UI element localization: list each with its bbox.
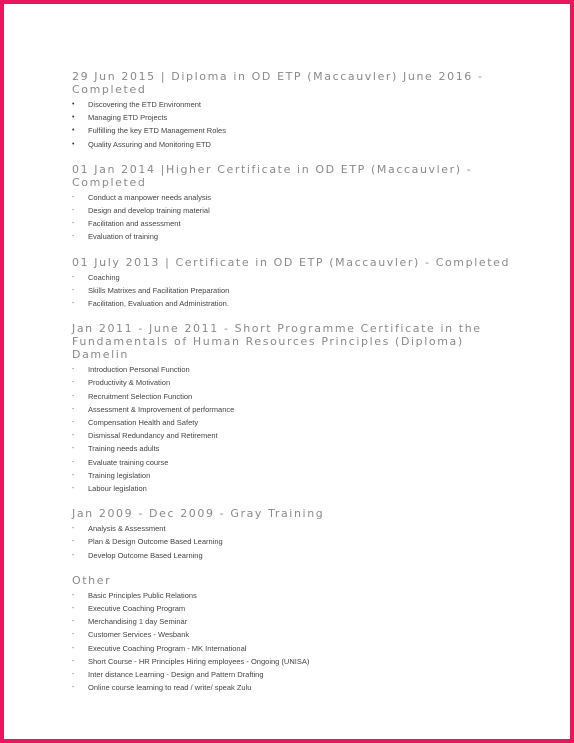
list-item-text: Training legislation: [88, 470, 151, 480]
list-item-text: Evaluate training course: [88, 457, 169, 467]
list-item-text: Short Course - HR Principles Hiring employees - Ongoing (UNISA): [88, 656, 310, 666]
bullet-marker: -: [72, 538, 75, 546]
bullet-marker: -: [72, 392, 75, 400]
section-list: [72, 363, 512, 495]
bullet-marker: -: [72, 471, 75, 479]
list-item-text: Inter distance Learning - Design and Pattern Drafting: [88, 670, 264, 680]
list-item-text: Conduct a manpower needs analysis: [88, 192, 211, 202]
section-list: [72, 589, 512, 695]
list-item-text: Facilitation and assessment: [88, 219, 181, 229]
list-item: [72, 204, 512, 217]
list-item-text: Online course learning to read / write/ speak Zulu: [88, 683, 252, 693]
list-item-text: Design and develop training material: [88, 206, 210, 216]
list-item: [72, 376, 512, 389]
list-item: [72, 469, 512, 482]
bullet-marker: -: [72, 273, 75, 281]
section-heading: 01 July 2013 | Certificate in OD ETP (Maccauvler) - Completed: [72, 255, 511, 269]
bullet-marker: -: [72, 525, 75, 533]
list-item-text: Quality Assuring and Monitoring ETD: [88, 139, 211, 149]
list-item: [72, 416, 512, 429]
list-item-text: Fulfilling the key ETD Management Roles: [88, 126, 226, 136]
list-item-text: Assessment & Improvement of performance: [88, 404, 235, 414]
bullet-marker: •: [72, 101, 75, 108]
list-item: [72, 230, 512, 243]
bullet-marker: •: [72, 114, 75, 122]
list-item: [72, 681, 512, 694]
section-3: [72, 322, 512, 495]
list-item-text: Recruitment Selection Function: [88, 391, 193, 401]
bullet-marker: -: [72, 605, 75, 613]
list-item-text: Introduction Personal Function: [88, 365, 190, 375]
section-heading: Other: [72, 573, 112, 587]
bullet-marker: -: [72, 405, 75, 413]
bullet-marker: -: [72, 551, 75, 559]
section-4: [72, 507, 512, 562]
bullet-marker: -: [72, 458, 75, 466]
bullet-marker: -: [72, 193, 75, 201]
list-item-text: Training needs adults: [88, 444, 160, 454]
list-item: [72, 138, 512, 151]
list-item: [72, 482, 512, 495]
bullet-marker: -: [72, 286, 75, 294]
list-item-text: Productivity & Motivation: [88, 378, 171, 388]
list-item: [72, 297, 512, 310]
bullet-marker: •: [72, 140, 75, 148]
bullet-marker: -: [72, 591, 75, 599]
list-item: [72, 615, 512, 628]
list-item-text: Dismissal Redundancy and Retirement: [88, 431, 218, 441]
list-item: [72, 655, 512, 668]
bullet-marker: -: [72, 233, 75, 241]
list-item-text: Labour legislation: [88, 484, 147, 494]
list-item-text: Executive Coaching Program - MK International: [88, 643, 247, 653]
section-list: [72, 271, 512, 311]
list-item-text: Merchandising 1 day Seminar: [88, 617, 188, 627]
list-item-text: Executive Coaching Program: [88, 604, 186, 614]
list-item: [72, 429, 512, 442]
list-item: [72, 456, 512, 469]
list-item-text: Develop Outcome Based Learning: [88, 550, 203, 560]
document-body: [72, 70, 512, 707]
bullet-marker: -: [72, 671, 75, 679]
section-list: [72, 522, 512, 562]
list-item: [72, 124, 512, 137]
bullet-marker: •: [72, 127, 75, 135]
list-item: [72, 628, 512, 641]
bullet-marker: -: [72, 432, 75, 440]
section-heading: 29 Jun 2015 | Diploma in OD ETP (Maccauvler) June 2016 - Completed: [72, 70, 489, 96]
list-item: [72, 111, 512, 124]
section-2: [72, 256, 512, 311]
list-item-text: Analysis & Assessment: [88, 524, 166, 534]
list-item: [72, 589, 512, 602]
bullet-marker: -: [72, 657, 75, 665]
bullet-marker: -: [72, 366, 75, 374]
section-0: [72, 70, 512, 151]
list-item-text: Evaluation of training: [88, 232, 159, 242]
list-item: [72, 442, 512, 455]
list-item: [72, 390, 512, 403]
list-item: [72, 271, 512, 284]
list-item: [72, 191, 512, 204]
bullet-marker: -: [72, 631, 75, 639]
section-heading: Jan 2011 - June 2011 - Short Programme Certificate in the Fundamentals of Human Resources Principles (Diploma) Damelin: [72, 322, 487, 362]
list-item: [72, 522, 512, 535]
list-item-text: Facilitation, Evaluation and Administration.: [88, 299, 229, 309]
bullet-marker: -: [72, 618, 75, 626]
bullet-marker: -: [72, 644, 75, 652]
list-item-text: Plan & Design Outcome Based Learning: [88, 537, 223, 547]
list-item-text: Customer Services - Wesbank: [88, 630, 190, 640]
list-item: [72, 217, 512, 230]
section-list: [72, 98, 512, 151]
list-item: [72, 549, 512, 562]
bullet-marker: -: [72, 445, 75, 453]
section-heading: 01 Jan 2014 |Higher Certificate in OD ETP (Maccauvler) - Completed: [72, 162, 478, 189]
bullet-marker: -: [72, 684, 75, 692]
section-5: [72, 574, 512, 695]
bullet-marker: -: [72, 300, 75, 308]
list-item-text: Compensation Health and Safety: [88, 418, 199, 428]
list-item: [72, 403, 512, 416]
list-item-text: Basic Principles Public Relations: [88, 590, 197, 600]
section-heading: Jan 2009 - Dec 2009 - Gray Training: [72, 507, 325, 521]
list-item: [72, 642, 512, 655]
list-item: [72, 602, 512, 615]
list-item: [72, 535, 512, 548]
bullet-marker: -: [72, 379, 75, 387]
bullet-marker: -: [72, 220, 75, 228]
list-item: [72, 668, 512, 681]
bullet-marker: -: [72, 207, 75, 215]
list-item: [72, 98, 512, 111]
bullet-marker: -: [72, 419, 75, 427]
section-list: [72, 191, 512, 244]
list-item: [72, 284, 512, 297]
bullet-marker: -: [72, 485, 75, 493]
section-1: [72, 163, 512, 244]
list-item: [72, 363, 512, 376]
list-item-text: Coaching: [88, 272, 120, 282]
list-item-text: Discovering the ETD Environment: [88, 100, 201, 109]
list-item-text: Skills Matrixes and Facilitation Preparation: [88, 285, 230, 295]
list-item-text: Managing ETD Projects: [88, 113, 168, 123]
